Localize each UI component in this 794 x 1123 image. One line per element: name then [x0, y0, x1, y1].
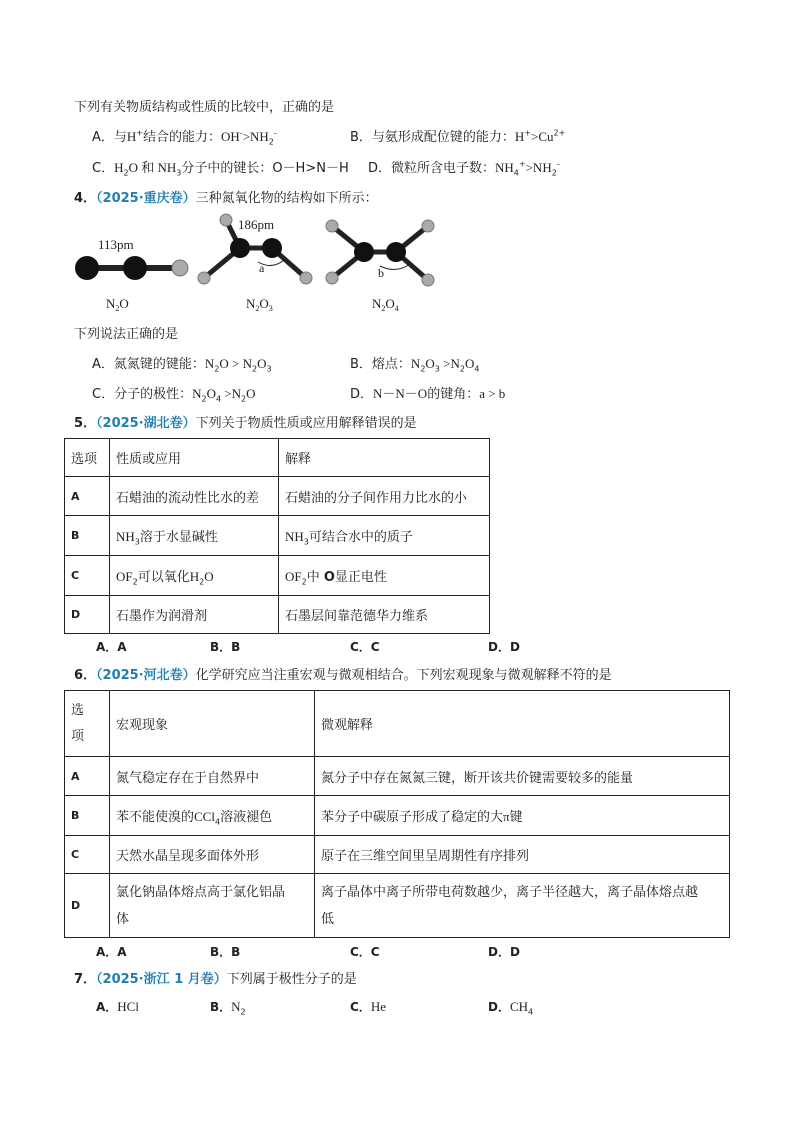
q4-ask: 下列说法正确的是 [74, 327, 179, 342]
n2o3-nitrogen-atom-1 [230, 238, 250, 258]
micro-cell: 氮分子中存在氮氮三键，断开该共价键需要较多的能量 [315, 757, 730, 796]
property-cell: $NH_3$溶于水显碱性 [110, 516, 279, 556]
header-cell-explanation: 解释 [279, 439, 490, 477]
micro-cell: 苯分子中碳原子形成了稳定的大π键 [315, 796, 730, 836]
table-row [65, 556, 490, 596]
table-row [65, 757, 730, 796]
macro-cell: 苯不能使溴的CCl$_4$溶液褪色 [110, 796, 315, 836]
q6-header: 6．（2025·河北卷）化学研究应当注重宏观与微观相结合。下列宏观现象与微观解释不符的是 [74, 668, 612, 683]
macro-cell: 氮气稳定存在于自然界中 [110, 757, 315, 796]
q7-option-d: D．$CH_4$ [488, 999, 534, 1017]
q4-option-b: B．熔点：$N_2O_3 >N_2O_4$ [350, 356, 480, 374]
q5-answer-a: A．A [96, 640, 127, 654]
macro-cell: 氯化钠晶体熔点高于氯化铝晶 体 [110, 874, 315, 938]
q5-header: 5．（2025·湖北卷）下列关于物质性质或应用解释错误的是 [74, 416, 417, 431]
n2o3-oxygen-atom-1 [198, 272, 210, 284]
table-header-row [65, 439, 490, 477]
nitrogen-oxide-structures-diagram [60, 210, 460, 320]
q7-option-c: C．He [350, 999, 386, 1014]
option-cell: B [65, 516, 110, 556]
angle-a-label: a [259, 261, 265, 275]
q4-option-d: D．N－N－O的键角：a > b [350, 386, 506, 402]
table-header-row [65, 691, 730, 757]
n2o3-oxygen-atom-3 [300, 272, 312, 284]
n2o4-oxygen-atom-3 [422, 220, 434, 232]
table-row [65, 596, 490, 634]
n2o-oxygen-atom [172, 260, 188, 276]
option-cell: A [65, 757, 110, 796]
q5-answer-b: B．B [210, 640, 241, 654]
n2o-caption: $N_2O$ [106, 296, 129, 313]
q3-option-a: A．与H+结合的能力：$OH^->NH_2^-$ [92, 128, 277, 147]
option-cell: A [65, 477, 110, 516]
n2o4-oxygen-atom-2 [326, 272, 338, 284]
table-row [65, 516, 490, 556]
micro-cell: 离子晶体中离子所带电荷数越少，离子半径越大，离子晶体熔点越 低 [315, 874, 730, 938]
n2o4-nitrogen-atom-1 [354, 242, 374, 262]
q7-header: 7．（2025·浙江 1 月卷）下列属于极性分子的是 [74, 972, 357, 987]
option-cell: C [65, 556, 110, 596]
table-row [65, 796, 730, 836]
option-cell: D [65, 874, 110, 938]
q6-answer-d: D．D [488, 945, 520, 959]
table-row [65, 477, 490, 516]
option-cell: B [65, 796, 110, 836]
option-cell: D [65, 596, 110, 634]
q4-option-c: C．分子的极性：$N_2O_4 >N_2O$ [92, 386, 256, 404]
q6-answer-b: B．B [210, 945, 241, 959]
n2o4-caption: $N_2O_4$ [372, 296, 399, 313]
q4-option-a: A．氮氮键的键能：$N_2O > N_2O_3$ [92, 356, 272, 374]
angle-b-label: b [378, 266, 384, 280]
explanation-cell: 石蜡油的分子间作用力比水的小 [279, 477, 490, 516]
header-cell-option: 选项 [65, 439, 110, 477]
q7-option-a: A．HCl [96, 999, 139, 1014]
header-cell-property: 性质或应用 [110, 439, 279, 477]
property-cell: $OF_2$可以氧化$H_2O$ [110, 556, 279, 596]
n2o3-nitrogen-atom-2 [262, 238, 282, 258]
n2o4-oxygen-atom-4 [422, 274, 434, 286]
explanation-cell: 石墨层间靠范德华力维系 [279, 596, 490, 634]
header-cell-micro: 微观解释 [315, 691, 730, 757]
q6-answer-a: A．A [96, 945, 127, 959]
q5-answer-c: C．C [350, 640, 380, 654]
header-cell-option: 选 项 [65, 691, 110, 757]
n2o4-oxygen-atom-1 [326, 220, 338, 232]
q3-option-d: D．微粒所含电子数：$NH_4^+>NH_2^-$ [368, 159, 560, 178]
table-row [65, 836, 730, 874]
option-cell: C [65, 836, 110, 874]
n2o-nitrogen-atom-2 [123, 256, 147, 280]
q3-option-c: C．$H_2O$ 和 $NH_3$分子中的键长：O－H>N－H [92, 160, 349, 178]
macro-cell: 天然水晶呈现多面体外形 [110, 836, 315, 874]
q6-answer-c: C．C [350, 945, 380, 959]
q6-table [64, 690, 730, 938]
q5-table [64, 438, 490, 634]
n2o3-caption: $N_2O_3$ [246, 296, 273, 313]
explanation-cell: $NH_3$可结合水中的质子 [279, 516, 490, 556]
n2o4-nitrogen-atom-2 [386, 242, 406, 262]
n2o-bond-length-label: 113pm [98, 237, 134, 252]
q3-option-b: B．与氨形成配位键的能力：$H^+>Cu^{2+}$ [350, 128, 566, 145]
n2o3-bond-length-label: 186pm [238, 217, 275, 232]
n2o3-oxygen-atom-2 [220, 214, 232, 226]
q5-answer-d: D．D [488, 640, 520, 654]
table-row [65, 874, 730, 938]
n2o-nitrogen-atom-1 [75, 256, 99, 280]
property-cell: 石墨作为润滑剂 [110, 596, 279, 634]
property-cell: 石蜡油的流动性比水的差 [110, 477, 279, 516]
q3-stem: 下列有关物质结构或性质的比较中，正确的是 [74, 100, 335, 115]
q7-option-b: B．$N_2$ [210, 999, 246, 1017]
q4-header: 4．（2025·重庆卷）三种氮氧化物的结构如下所示： [74, 191, 378, 206]
micro-cell: 原子在三维空间里呈周期性有序排列 [315, 836, 730, 874]
header-cell-macro: 宏观现象 [110, 691, 315, 757]
explanation-cell: $OF_2$中 O显正电性 [279, 556, 490, 596]
